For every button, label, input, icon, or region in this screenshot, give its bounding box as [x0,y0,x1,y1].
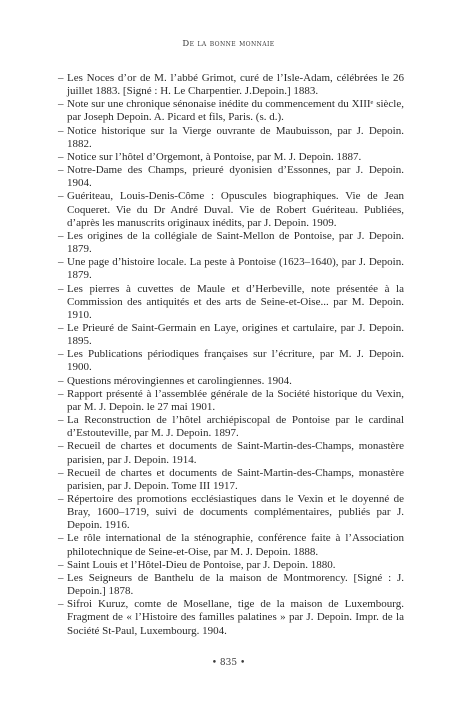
dash-bullet: – [58,164,64,177]
dash-bullet: – [58,532,64,545]
entry-text: Notice sur l’hôtel d’Orgemont, à Pontoise, par M. J. Depoin. 1887. [67,150,362,163]
entry-text: Le rôle international de la sténographie, conférence faite à l’Association philotechnique de Seine-et-Oise, par M. J. Depoin. 1888. [67,532,404,558]
dash-bullet: – [58,466,64,479]
entry-text: Sifroi Kuruz, comte de Mosellane, tige de la maison de Luxembourg. Fragment de « l’Histoire des familles palatines » par J. Depoin. Impr. de la Société St-Paul, Luxembourg. 1904. [67,598,404,637]
entry-text: Questions mérovingiennes et carolingiennes. 1904. [67,374,292,387]
entry-text: Recueil de chartes et documents de Saint-Martin-des-Champs, monastère parisien, par J. Depoin. Tome III 1917. [67,466,404,492]
list-item [58,283,404,322]
list-item [58,572,404,598]
entry-text: Une page d’histoire locale. La peste à Pontoise (1623–1640), par J. Depoin. 1879. [67,256,404,282]
list-item [58,414,404,440]
dash-bullet: – [58,440,64,453]
dash-bullet: – [58,190,64,203]
list-item [58,388,404,414]
entry-text: Rapport présenté à l’assemblée générale de la Société historique du Vexin, par M. J. Depoin. le 27 mai 1901. [67,387,404,413]
list-item [58,559,404,572]
bibliography-list [58,72,404,638]
entry-text: Les Publications périodiques françaises sur l’écriture, par M. J. Depoin. 1900. [67,348,404,374]
entry-text: Les Seigneurs de Banthelu de la maison de Montmorency. [Signé : J. Depoin.] 1878. [67,571,404,598]
running-header: De la bonne monnaie [182,39,275,49]
list-item [58,230,404,256]
page-number: • 835 • [211,658,246,668]
list-item [58,256,404,282]
dash-bullet: – [58,256,64,269]
entry-text: Notice historique sur la Vierge ouvrante de Maubuisson, par J. Depoin. 1882. [67,124,404,150]
dash-bullet: – [58,150,64,163]
dash-bullet: – [58,124,64,137]
list-item [58,493,404,532]
list-item [58,98,404,124]
dash-bullet: – [58,282,64,295]
dash-bullet: – [58,558,64,571]
dash-bullet: – [58,571,64,584]
entry-text: Les Noces d’or de M. l’abbé Grimot, curé de l’Isle-Adam, célébrées le 26 juillet 1883. [Signé : H. Le Charpentier. J.Depoin.] 1883. [67,72,404,98]
list-item [58,164,404,190]
entry-text: Le Prieuré de Saint-Germain en Laye, origines et cartulaire, par J. Depoin. 1895. [67,321,404,348]
entry-text: Note sur une chronique sénonaise inédite du commencement du XIIIᵉ siècle, par Joseph Depoin. A. Picard et fils, Paris. (s. d.). [67,98,404,124]
list-item [58,348,404,374]
dash-bullet: – [58,348,64,361]
dash-bullet: – [58,598,64,611]
dash-bullet: – [58,72,64,84]
dash-bullet: – [58,414,64,427]
dash-bullet: – [58,387,64,400]
entry-text: Les origines de la collégiale de Saint-Mellon de Pontoise, par J. Depoin. 1879. [67,229,404,256]
list-item [58,151,404,164]
list-item [58,598,404,637]
entry-text: Saint Louis et l’Hôtel-Dieu de Pontoise, par J. Depoin. 1880. [67,558,336,571]
entry-text: Guériteau, Louis-Denis-Côme : Opuscules biographiques. Vie de Jean Coqueret. Vie du Dr André Duval. Vie de Robert Guériteau. Publiées, d’après les manuscrits originaux inédits, par J. Depoin. 1909. [67,190,404,229]
entry-text: Recueil de chartes et documents de Saint-Martin-des-Champs, monastère parisien, par J. Depoin. 1914. [67,440,404,466]
dash-bullet: – [58,493,64,505]
entry-text: Notre-Dame des Champs, prieuré dyonisien d’Essonnes, par J. Depoin. 1904. [67,164,404,190]
dash-bullet: – [58,321,64,334]
list-item [58,467,404,493]
list-item [58,322,404,348]
dash-bullet: – [58,374,64,387]
entry-text: Répertoire des promotions ecclésiastiques dans le Vexin et le doyenné de Bray, 1600–1719, suivi de documents complémentaires, publiés par J. Depoin. 1916. [67,493,404,532]
list-item [58,125,404,151]
entry-text: Les pierres à cuvettes de Maule et d’Herbeville, note présentée à la Commission des antiquités et des arts de Seine-et-Oise... par M. Depoin. 1910. [67,282,404,321]
list-item [58,440,404,466]
dash-bullet: – [58,229,64,242]
list-item [58,190,404,229]
entry-text: La Reconstruction de l’hôtel archiépiscopal de Pontoise par le cardinal d’Estouteville, par M. J. Depoin. 1897. [67,414,404,440]
list-item [58,532,404,558]
dash-bullet: – [58,98,64,111]
list-item [58,375,404,388]
list-item [58,72,404,98]
